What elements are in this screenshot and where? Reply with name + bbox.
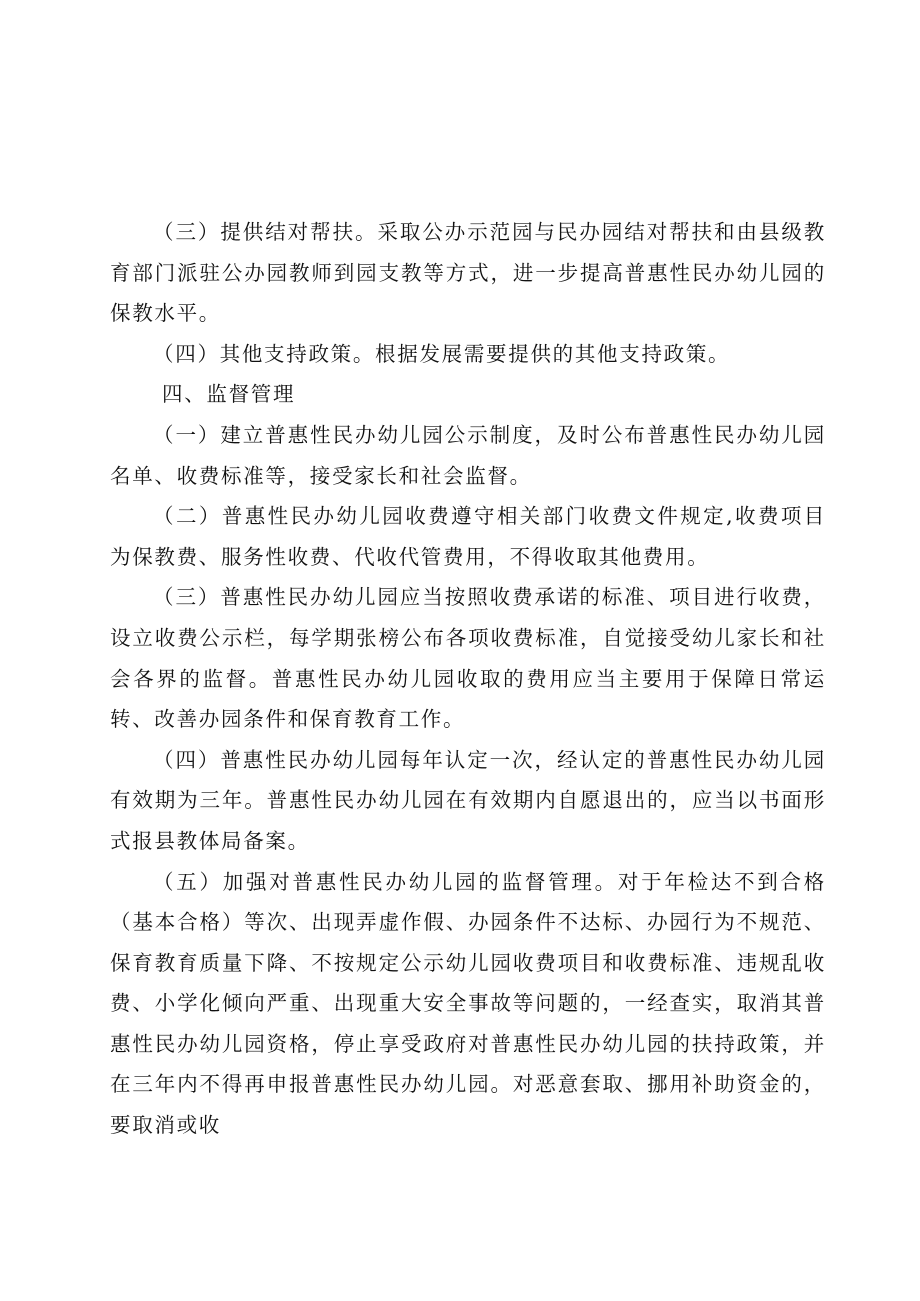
paragraph-annual-recognition: （四）普惠性民办幼儿园每年认定一次，经认定的普惠性民办幼儿园有效期为三年。普惠性民办幼儿园在有效期内自愿退出的，应当以书面形式报县教体局备案。: [110, 747, 826, 853]
paragraph-pairing-support: （三）提供结对帮扶。采取公办示范园与民办园结对帮扶和由县级教育部门派驻公办园教师到园支教等方式，进一步提高普惠性民办幼儿园的保教水平。: [110, 220, 826, 326]
section-heading-supervision: 四、监督管理: [162, 382, 296, 407]
document-body: [110, 212, 826, 1146]
paragraph-strengthen-supervision: （五）加强对普惠性民办幼儿园的监督管理。对于年检达不到合格（基本合格）等次、出现弄虚作假、办园条件不达标、办园行为不规范、保育教育质量下降、不按规定公示幼儿园收费项目和收费标准、违规乱收费、小学化倾向严重、出现重大安全事故等问题的，一经查实，取消其普惠性民办幼儿园资格，停止享受政府对普惠性民办幼儿园的扶持政策，并在三年内不得再申报普惠性民办幼儿园。对恶意套取、挪用补助资金的，要取消或收: [110, 869, 826, 1138]
paragraph-fee-rules: （二）普惠性民办幼儿园收费遵守相关部门收费文件规定,收费项目为保教费、服务性收费、代收代管费用，不得收取其他费用。: [110, 504, 826, 569]
paragraph-publicity-system: （一）建立普惠性民办幼儿园公示制度，及时公布普惠性民办幼儿园名单、收费标准等，接受家长和社会监督。: [110, 422, 826, 488]
paragraph-fee-collection: （三）普惠性民办幼儿园应当按照收费承诺的标准、项目进行收费，设立收费公示栏，每学期张榜公布各项收费标准，自觉接受幼儿家长和社会各界的监督。普惠性民办幼儿园收取的费用应当主要用于保障日常运转、改善办园条件和保育教育工作。: [110, 585, 826, 732]
paragraph-other-policies: （四）其他支持政策。根据发展需要提供的其他支持政策。: [153, 341, 731, 366]
